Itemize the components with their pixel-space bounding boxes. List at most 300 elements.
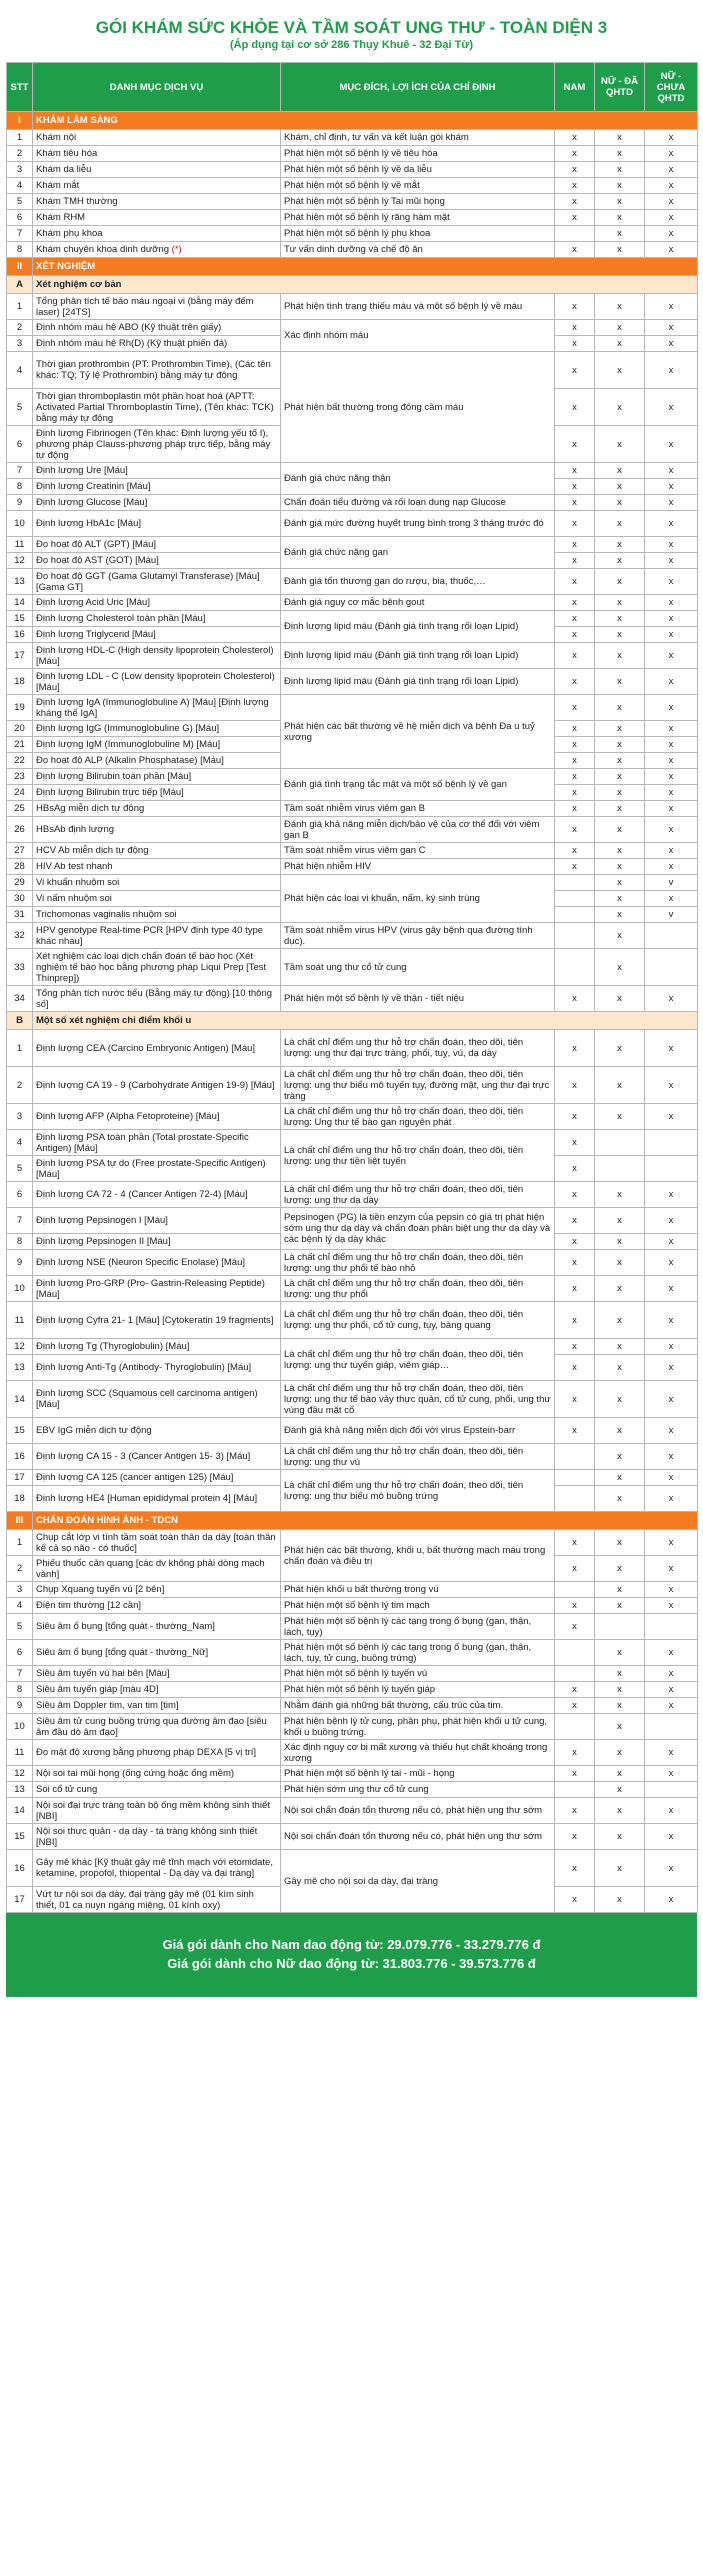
female-married-check <box>595 1130 645 1156</box>
service-purpose: Là chất chỉ điểm ung thư hỗ trợ chẩn đoán, theo dõi, tiên lượng: ung thư phổi <box>281 1276 555 1302</box>
male-check: x <box>555 986 595 1012</box>
service-purpose: Khám, chỉ định, tư vấn và kết luận gói khám <box>281 130 555 146</box>
table-row <box>7 352 698 389</box>
male-check: x <box>555 1798 595 1824</box>
service-name-text: Khám chuyên khoa dinh dưỡng <box>36 244 170 255</box>
service-name <box>33 875 281 891</box>
row-stt: 4 <box>7 1130 33 1156</box>
service-purpose: Phát hiện một số bệnh lý tai - mũi - họng <box>281 1766 555 1782</box>
service-name <box>33 336 281 352</box>
service-name <box>33 907 281 923</box>
table-row <box>7 569 698 595</box>
row-stt: 10 <box>7 1276 33 1302</box>
section-number: III <box>7 1512 33 1530</box>
table-row <box>7 595 698 611</box>
row-stt: 2 <box>7 146 33 162</box>
female-single-check: x <box>645 1556 698 1582</box>
service-purpose: Tầm soát ung thư cổ tử cung <box>281 949 555 986</box>
male-check: x <box>555 1276 595 1302</box>
female-married-check: x <box>595 1355 645 1381</box>
female-married-check: x <box>595 1530 645 1556</box>
service-name-text: Định lượng Anti-Tg (Antibody- Thyroglobulin) [Máu] <box>36 1362 252 1373</box>
table-row <box>7 859 698 875</box>
male-check <box>555 923 595 949</box>
service-name-text: HBsAg miễn dịch tự động <box>36 803 145 814</box>
service-name-text: Vứt tư nội soi dạ dày, đại tràng gây mê (01 kìm sinh thiết, 01 ca nuyn ngáng miệng, 01 kính oxy) <box>36 1888 254 1911</box>
row-stt: 8 <box>7 1682 33 1698</box>
female-married-check: x <box>595 1250 645 1276</box>
female-married-check: x <box>595 294 645 320</box>
service-name-text: Định lượng PSA toàn phần (Total prostate-Specific Antigen) [Máu] <box>36 1131 249 1154</box>
male-check: x <box>555 1234 595 1250</box>
service-name-text: Định lượng Pepsinogen II [Máu] <box>36 1236 171 1247</box>
female-married-check: x <box>595 907 645 923</box>
service-name-text: Siêu âm ổ bụng [tổng quát - thường_Nữ] <box>36 1647 209 1658</box>
male-check: x <box>555 463 595 479</box>
service-name <box>33 1130 281 1156</box>
female-single-check: x <box>645 1302 698 1339</box>
male-check: x <box>555 669 595 695</box>
male-check <box>555 1666 595 1682</box>
service-name-text: Nội soi thực quản - dạ dày - tá tràng không sinh thiết [NBI] <box>36 1825 258 1848</box>
female-married-check: x <box>595 753 645 769</box>
row-stt: 3 <box>7 1104 33 1130</box>
price-female: Giá gói dành cho Nữ dao động từ: 31.803.776 - 39.573.776 đ <box>167 1956 536 1971</box>
service-purpose: Nội soi chẩn đoán tổn thương nếu có, phát hiện ung thư sớm <box>281 1798 555 1824</box>
table-row <box>7 1782 698 1798</box>
service-purpose: Phát hiện một số bệnh lý tim mạch <box>281 1598 555 1614</box>
female-single-check: x <box>645 1444 698 1470</box>
table-row <box>7 1067 698 1104</box>
service-purpose: Phát hiện một số bệnh lý các tạng trong ổ bụng (gan, thận, lách, tụy, tử cung, buồng trứng) <box>281 1640 555 1666</box>
female-single-check: x <box>645 1486 698 1512</box>
female-single-check: x <box>645 1824 698 1850</box>
female-single-check <box>645 949 698 986</box>
service-name-text: Định nhóm máu hệ Rh(D) (Kỹ thuật phiến đá) <box>36 338 228 349</box>
female-married-check: x <box>595 194 645 210</box>
male-check: x <box>555 595 595 611</box>
service-purpose: Đánh giá nguy cơ mắc bệnh gout <box>281 595 555 611</box>
service-name <box>33 146 281 162</box>
service-name-text: Định lượng CA 72 - 4 (Cancer Antigen 72-4) [Máu] <box>36 1189 248 1200</box>
male-check: x <box>555 1250 595 1276</box>
service-purpose: Tầm soát nhiễm virus viêm gan B <box>281 801 555 817</box>
table-row <box>7 1302 698 1339</box>
service-name <box>33 178 281 194</box>
row-stt: 32 <box>7 923 33 949</box>
service-name-text: Định lượng LDL - C (Low density lipoprotein Cholesterol) [Máu] <box>36 670 275 693</box>
female-single-check <box>645 1156 698 1182</box>
table-row <box>7 843 698 859</box>
service-purpose: Nội soi chẩn đoán tổn thương nếu có, phát hiện ung thư sớm <box>281 1824 555 1850</box>
service-name-text: Định lượng Pepsinogen I [Máu] <box>36 1215 168 1226</box>
service-name-text: Siêu âm Doppler tim, van tim [tim] <box>36 1700 179 1711</box>
female-single-check: x <box>645 753 698 769</box>
service-name-text: Định lượng CA 125 (cancer antigen 125) [Máu] <box>36 1472 234 1483</box>
female-married-check: x <box>595 859 645 875</box>
female-single-check: x <box>645 1182 698 1208</box>
female-married-check: x <box>595 801 645 817</box>
service-name-text: Định lượng IgG (Immunoglobuline G) [Máu] <box>36 723 220 734</box>
table-row <box>7 130 698 146</box>
service-name-text: Đo hoạt độ ALP (Alkalin Phosphatase) [Máu] <box>36 755 224 766</box>
service-name <box>33 320 281 336</box>
service-name-text: Đo hoạt độ ALT (GPT) [Máu] <box>36 539 157 550</box>
table-row <box>7 495 698 511</box>
row-stt: 10 <box>7 1714 33 1740</box>
row-stt: 5 <box>7 194 33 210</box>
row-stt: 3 <box>7 1582 33 1598</box>
female-single-check: x <box>645 843 698 859</box>
male-check: x <box>555 294 595 320</box>
service-purpose: Tầm soát nhiễm virus HPV (virus gây bệnh qua đường tình dục). <box>281 923 555 949</box>
female-married-check: x <box>595 1067 645 1104</box>
service-name <box>33 1339 281 1355</box>
female-married-check: x <box>595 336 645 352</box>
male-check: x <box>555 1030 595 1067</box>
female-married-check: x <box>595 1556 645 1582</box>
male-check: x <box>555 1850 595 1887</box>
service-name <box>33 643 281 669</box>
service-purpose: Phát hiện nhiễm HIV <box>281 859 555 875</box>
service-name-text: Khám nội <box>36 132 77 143</box>
service-name-text: Khám mắt <box>36 180 80 191</box>
service-name <box>33 1740 281 1766</box>
table-row <box>7 695 698 721</box>
table-row <box>7 669 698 695</box>
service-purpose: Phát hiện một số bệnh lý Tai mũi họng <box>281 194 555 210</box>
row-stt: 13 <box>7 1355 33 1381</box>
service-name-text: Vi khuẩn nhuộm soi <box>36 877 120 888</box>
male-check: x <box>555 1740 595 1766</box>
service-purpose: Là chất chỉ điểm ung thư hỗ trợ chẩn đoán, theo dõi, tiên lượng: ung thư dạ dày <box>281 1182 555 1208</box>
row-stt: 31 <box>7 907 33 923</box>
service-name-text: Định lượng CEA (Carcino Embryonic Antigen) [Máu] <box>36 1042 256 1054</box>
service-name <box>33 859 281 875</box>
female-single-check: x <box>645 1850 698 1887</box>
female-single-check: x <box>645 537 698 553</box>
service-purpose: Là chất chỉ điểm ung thư hỗ trợ chẩn đoán, theo dõi, tiên lượng: ung thư biểu mô tuyến tụy, đường mật, ung thư đại trực tràng <box>281 1067 555 1104</box>
service-name-text: Siêu âm tuyến vú hai bên [Màu] <box>36 1668 170 1679</box>
service-name <box>33 1470 281 1486</box>
female-married-check: x <box>595 1339 645 1355</box>
col-female-married: NỮ - ĐÃ QHTD <box>595 63 645 112</box>
service-purpose: Là chất chỉ điểm ung thư hỗ trợ chẩn đoán, theo dõi, tiên lượng: ung thư phổi tế bào nhỏ <box>281 1250 555 1276</box>
service-purpose: Xác định nhóm máu <box>281 320 555 352</box>
subsection-number: B <box>7 1012 33 1030</box>
female-married-check: x <box>595 949 645 986</box>
male-check: x <box>555 1182 595 1208</box>
female-single-check: x <box>645 643 698 669</box>
female-single-check: x <box>645 669 698 695</box>
male-check: x <box>555 1698 595 1714</box>
table-row <box>7 511 698 537</box>
row-stt: 26 <box>7 817 33 843</box>
table-row <box>7 1766 698 1782</box>
row-stt: 30 <box>7 891 33 907</box>
female-married-check: x <box>595 226 645 242</box>
row-stt: 15 <box>7 611 33 627</box>
male-check: x <box>555 479 595 495</box>
service-name <box>33 389 281 426</box>
table-row <box>7 242 698 258</box>
male-check <box>555 1486 595 1512</box>
female-single-check: x <box>645 1104 698 1130</box>
service-name-text: HCV Ab miễn dịch tự động <box>36 845 149 856</box>
service-name <box>33 669 281 695</box>
service-name-text: Định lượng Ure [Máu] <box>36 465 128 476</box>
male-check: x <box>555 162 595 178</box>
service-purpose: Tư vấn dinh dưỡng và chế độ ăn <box>281 242 555 258</box>
table-row <box>7 875 698 891</box>
female-single-check: x <box>645 1339 698 1355</box>
subsection-title: Một số xét nghiệm chỉ điểm khối u <box>33 1012 698 1030</box>
female-married-check: x <box>595 1887 645 1913</box>
row-stt: 1 <box>7 1030 33 1067</box>
female-married-check: x <box>595 389 645 426</box>
row-stt: 13 <box>7 569 33 595</box>
female-married-check: x <box>595 242 645 258</box>
table-row <box>7 1250 698 1276</box>
female-single-check: x <box>645 1530 698 1556</box>
service-purpose: Đánh giá tổn thương gan do rượu, bia, thuốc,… <box>281 569 555 595</box>
male-check: x <box>555 1887 595 1913</box>
service-name <box>33 210 281 226</box>
row-stt: 20 <box>7 721 33 737</box>
table-row <box>7 1130 698 1156</box>
female-single-check: x <box>645 511 698 537</box>
service-name-text: Định lượng Tg (Thyroglobulin) [Máu] <box>36 1341 190 1352</box>
female-married-check: x <box>595 1234 645 1250</box>
female-married-check: x <box>595 1381 645 1418</box>
service-name <box>33 294 281 320</box>
service-name <box>33 1598 281 1614</box>
page-header <box>0 0 703 62</box>
female-single-check: x <box>645 569 698 595</box>
service-name-text: Thời gian thromboplastin một phần hoạt hoá (APTT: Activated Partial Thromboplastin Time), (Tên khác: TCK) bằng máy tự động <box>36 390 274 424</box>
service-name-text: Khám da liễu <box>36 164 92 175</box>
service-name-text: Đo mật độ xương bằng phương pháp DEXA [5 vị trí] <box>36 1747 257 1758</box>
service-name <box>33 1714 281 1740</box>
service-table <box>6 62 698 1913</box>
male-check <box>555 1640 595 1666</box>
table-row <box>7 801 698 817</box>
male-check: x <box>555 1418 595 1444</box>
service-purpose: Phát hiện một số bệnh lý về thận - tiết niệu <box>281 986 555 1012</box>
service-purpose: Phát hiện các bất thường, khối u, bất thường mạch máu trong chẩn đoán và điều trị <box>281 1530 555 1582</box>
service-name-text: HBsAb định lượng <box>36 824 115 835</box>
table-row <box>7 923 698 949</box>
service-name-text: Định lượng Creatinin [Máu] <box>36 481 151 492</box>
male-check <box>555 1470 595 1486</box>
service-name <box>33 1030 281 1067</box>
service-name <box>33 194 281 210</box>
table-row <box>7 1714 698 1740</box>
female-single-check: x <box>645 162 698 178</box>
service-name-text: Chụp Xquang tuyến vú [2 bên] <box>36 1584 165 1595</box>
male-check: x <box>555 1355 595 1381</box>
male-check: x <box>555 1156 595 1182</box>
male-check <box>555 1782 595 1798</box>
service-name <box>33 495 281 511</box>
row-stt: 18 <box>7 669 33 695</box>
row-stt: 5 <box>7 389 33 426</box>
service-name-text: Phiếu thuốc cản quang [các dv không phải dòng mạch vành] <box>36 1557 265 1580</box>
male-check: x <box>555 737 595 753</box>
row-stt: 8 <box>7 242 33 258</box>
table-row <box>7 210 698 226</box>
service-name-text: Nội soi đại trực tràng toàn bộ ống mềm không sinh thiết [NBI] <box>36 1799 270 1822</box>
service-name <box>33 1444 281 1470</box>
service-purpose: Định lượng lipid máu (Đánh giá tình trạng rối loạn Lipid) <box>281 611 555 643</box>
row-stt: 16 <box>7 1444 33 1470</box>
service-purpose: Là chất chỉ điểm ung thư hỗ trợ chẩn đoán, theo dõi, tiên lượng: ung thư vú <box>281 1444 555 1470</box>
row-stt: 1 <box>7 294 33 320</box>
service-name <box>33 352 281 389</box>
male-check: x <box>555 1381 595 1418</box>
female-married-check: x <box>595 1444 645 1470</box>
row-stt: 7 <box>7 463 33 479</box>
service-name-text: Khám tiêu hóa <box>36 148 98 159</box>
female-married-check: x <box>595 986 645 1012</box>
service-purpose: Là chất chỉ điểm ung thư hỗ trợ chẩn đoán, theo dõi, tiên lượng: ung thư tế bào vảy thực quản, cổ tử cung, phổi, ung thư vùng đầu mặt cổ <box>281 1381 555 1418</box>
female-married-check: x <box>595 511 645 537</box>
service-purpose: Định lượng lipid máu (Đánh giá tình trạng rối loạn Lipid) <box>281 643 555 669</box>
service-name-text: Khám RHM <box>36 212 86 223</box>
section-header-row <box>7 112 698 130</box>
service-name <box>33 611 281 627</box>
female-single-check: x <box>645 1234 698 1250</box>
row-stt: 14 <box>7 1798 33 1824</box>
row-stt: 3 <box>7 162 33 178</box>
service-name <box>33 1582 281 1598</box>
male-check: x <box>555 569 595 595</box>
female-married-check: x <box>595 669 645 695</box>
service-purpose: Định lượng lipid máu (Đánh giá tình trạng rối loạn Lipid) <box>281 669 555 695</box>
table-row <box>7 1381 698 1418</box>
male-check: x <box>555 627 595 643</box>
table-row <box>7 769 698 785</box>
service-purpose: Là chất chỉ điểm ung thư hỗ trợ chẩn đoán, theo dõi, tiên lượng: Ung thư tế bào gan nguyên phát <box>281 1104 555 1130</box>
row-stt: 6 <box>7 1182 33 1208</box>
row-stt: 2 <box>7 320 33 336</box>
female-single-check: x <box>645 130 698 146</box>
female-married-check: x <box>595 1782 645 1798</box>
service-name <box>33 1850 281 1887</box>
female-married-check: x <box>595 1582 645 1598</box>
service-name-text: Xét nghiệm các loại dịch chẩn đoán tế bào học (Xét nghiệm tế bào học bằng phương pháp Liqui Prep [Test Thinprep]) <box>36 950 267 984</box>
female-married-check: x <box>595 1740 645 1766</box>
female-single-check: x <box>645 1682 698 1698</box>
row-stt: 33 <box>7 949 33 986</box>
table-row <box>7 1182 698 1208</box>
service-purpose: Đánh giá tình trạng tắc mật và một số bệnh lý về gan <box>281 769 555 801</box>
row-stt: 6 <box>7 426 33 463</box>
female-married-check: x <box>595 210 645 226</box>
row-stt: 34 <box>7 986 33 1012</box>
male-check: x <box>555 817 595 843</box>
female-married-check: x <box>595 1030 645 1067</box>
female-single-check: x <box>645 352 698 389</box>
female-single-check: x <box>645 178 698 194</box>
service-name-text: Định lượng IgA (Immunoglobuline A) [Máu] [Định lượng kháng thể IgA] <box>36 696 269 719</box>
service-purpose: Phát hiện một số bệnh lý răng hàm mặt <box>281 210 555 226</box>
table-row <box>7 1470 698 1486</box>
female-married-check: x <box>595 1418 645 1444</box>
page-title: GÓI KHÁM SỨC KHỎE VÀ TẦM SOÁT UNG THƯ - TOÀN DIỆN 3 <box>95 18 608 37</box>
service-name <box>33 923 281 949</box>
female-married-check: x <box>595 569 645 595</box>
row-stt: 19 <box>7 695 33 721</box>
female-single-check: x <box>645 1250 698 1276</box>
service-purpose: Phát hiện một số bệnh lý về da liễu <box>281 162 555 178</box>
female-single-check: x <box>645 336 698 352</box>
col-stt: STT <box>7 63 33 112</box>
male-check: x <box>555 643 595 669</box>
table-row <box>7 162 698 178</box>
female-married-check: x <box>595 495 645 511</box>
service-name-text: Gây mê khác [Kỹ thuật gây mê tĩnh mạch với etomidate, ketamine, propofol, thiopental - Dạ dày và đại tràng] <box>36 1857 273 1879</box>
female-single-check: x <box>645 242 698 258</box>
row-stt: 25 <box>7 801 33 817</box>
service-name-text: Định nhóm máu hệ ABO (Kỹ thuật trên giấy) <box>36 322 222 333</box>
service-purpose: Phát hiện một số bệnh lý về mắt <box>281 178 555 194</box>
service-name <box>33 1530 281 1556</box>
male-check: x <box>555 146 595 162</box>
service-name <box>33 1782 281 1798</box>
female-single-check: x <box>645 801 698 817</box>
service-name-text: Định lượng Triglycerid [Máu] <box>36 629 156 640</box>
service-name-text: Tổng phân tích nước tiểu (Bằng máy tự động) [10 thông số] <box>36 987 273 1010</box>
service-purpose: Phát hiện bệnh lý tử cung, phần phụ, phát hiện khối u tử cung, khối u buồng trứng. <box>281 1714 555 1740</box>
row-stt: 12 <box>7 1766 33 1782</box>
service-name <box>33 1486 281 1512</box>
col-purpose: MỤC ĐÍCH, LỢI ÍCH CỦA CHỈ ĐỊNH <box>281 63 555 112</box>
female-single-check <box>645 1714 698 1740</box>
note-mark: (*) <box>171 244 182 255</box>
female-married-check: x <box>595 1104 645 1130</box>
male-check: x <box>555 1208 595 1234</box>
table-row <box>7 1798 698 1824</box>
row-stt: 2 <box>7 1067 33 1104</box>
female-married-check: x <box>595 611 645 627</box>
row-stt: 12 <box>7 1339 33 1355</box>
female-married-check: x <box>595 627 645 643</box>
service-name <box>33 1182 281 1208</box>
female-single-check <box>645 1782 698 1798</box>
service-purpose: Là chất chỉ điểm ung thư hỗ trợ chẩn đoán, theo dõi, tiên lượng: ung thư biểu mô buồng trứng <box>281 1470 555 1512</box>
price-footer <box>6 1913 697 1997</box>
service-purpose: Phát hiện các bất thường về hệ miễn dịch và bệnh Đa u tuỷ xương <box>281 695 555 769</box>
female-single-check: x <box>645 611 698 627</box>
row-stt: 7 <box>7 1666 33 1682</box>
service-name-text: Định lượng HE4 [Human epididymal protein 4] [Máu] <box>36 1493 258 1504</box>
male-check: x <box>555 1598 595 1614</box>
female-married-check: x <box>595 595 645 611</box>
service-name <box>33 1766 281 1782</box>
service-purpose: Là chất chỉ điểm ung thư hỗ trợ chẩn đoán, theo dõi, tiên lượng: ung thư tiền liệt tuyến <box>281 1130 555 1182</box>
female-married-check: x <box>595 1698 645 1714</box>
service-purpose: Tầm soát nhiễm virus viêm gan C <box>281 843 555 859</box>
service-name <box>33 1698 281 1714</box>
male-check: x <box>555 1556 595 1582</box>
service-name <box>33 1156 281 1182</box>
service-name <box>33 1887 281 1913</box>
table-row <box>7 226 698 242</box>
service-name <box>33 1250 281 1276</box>
row-stt: 21 <box>7 737 33 753</box>
female-single-check: x <box>645 1418 698 1444</box>
